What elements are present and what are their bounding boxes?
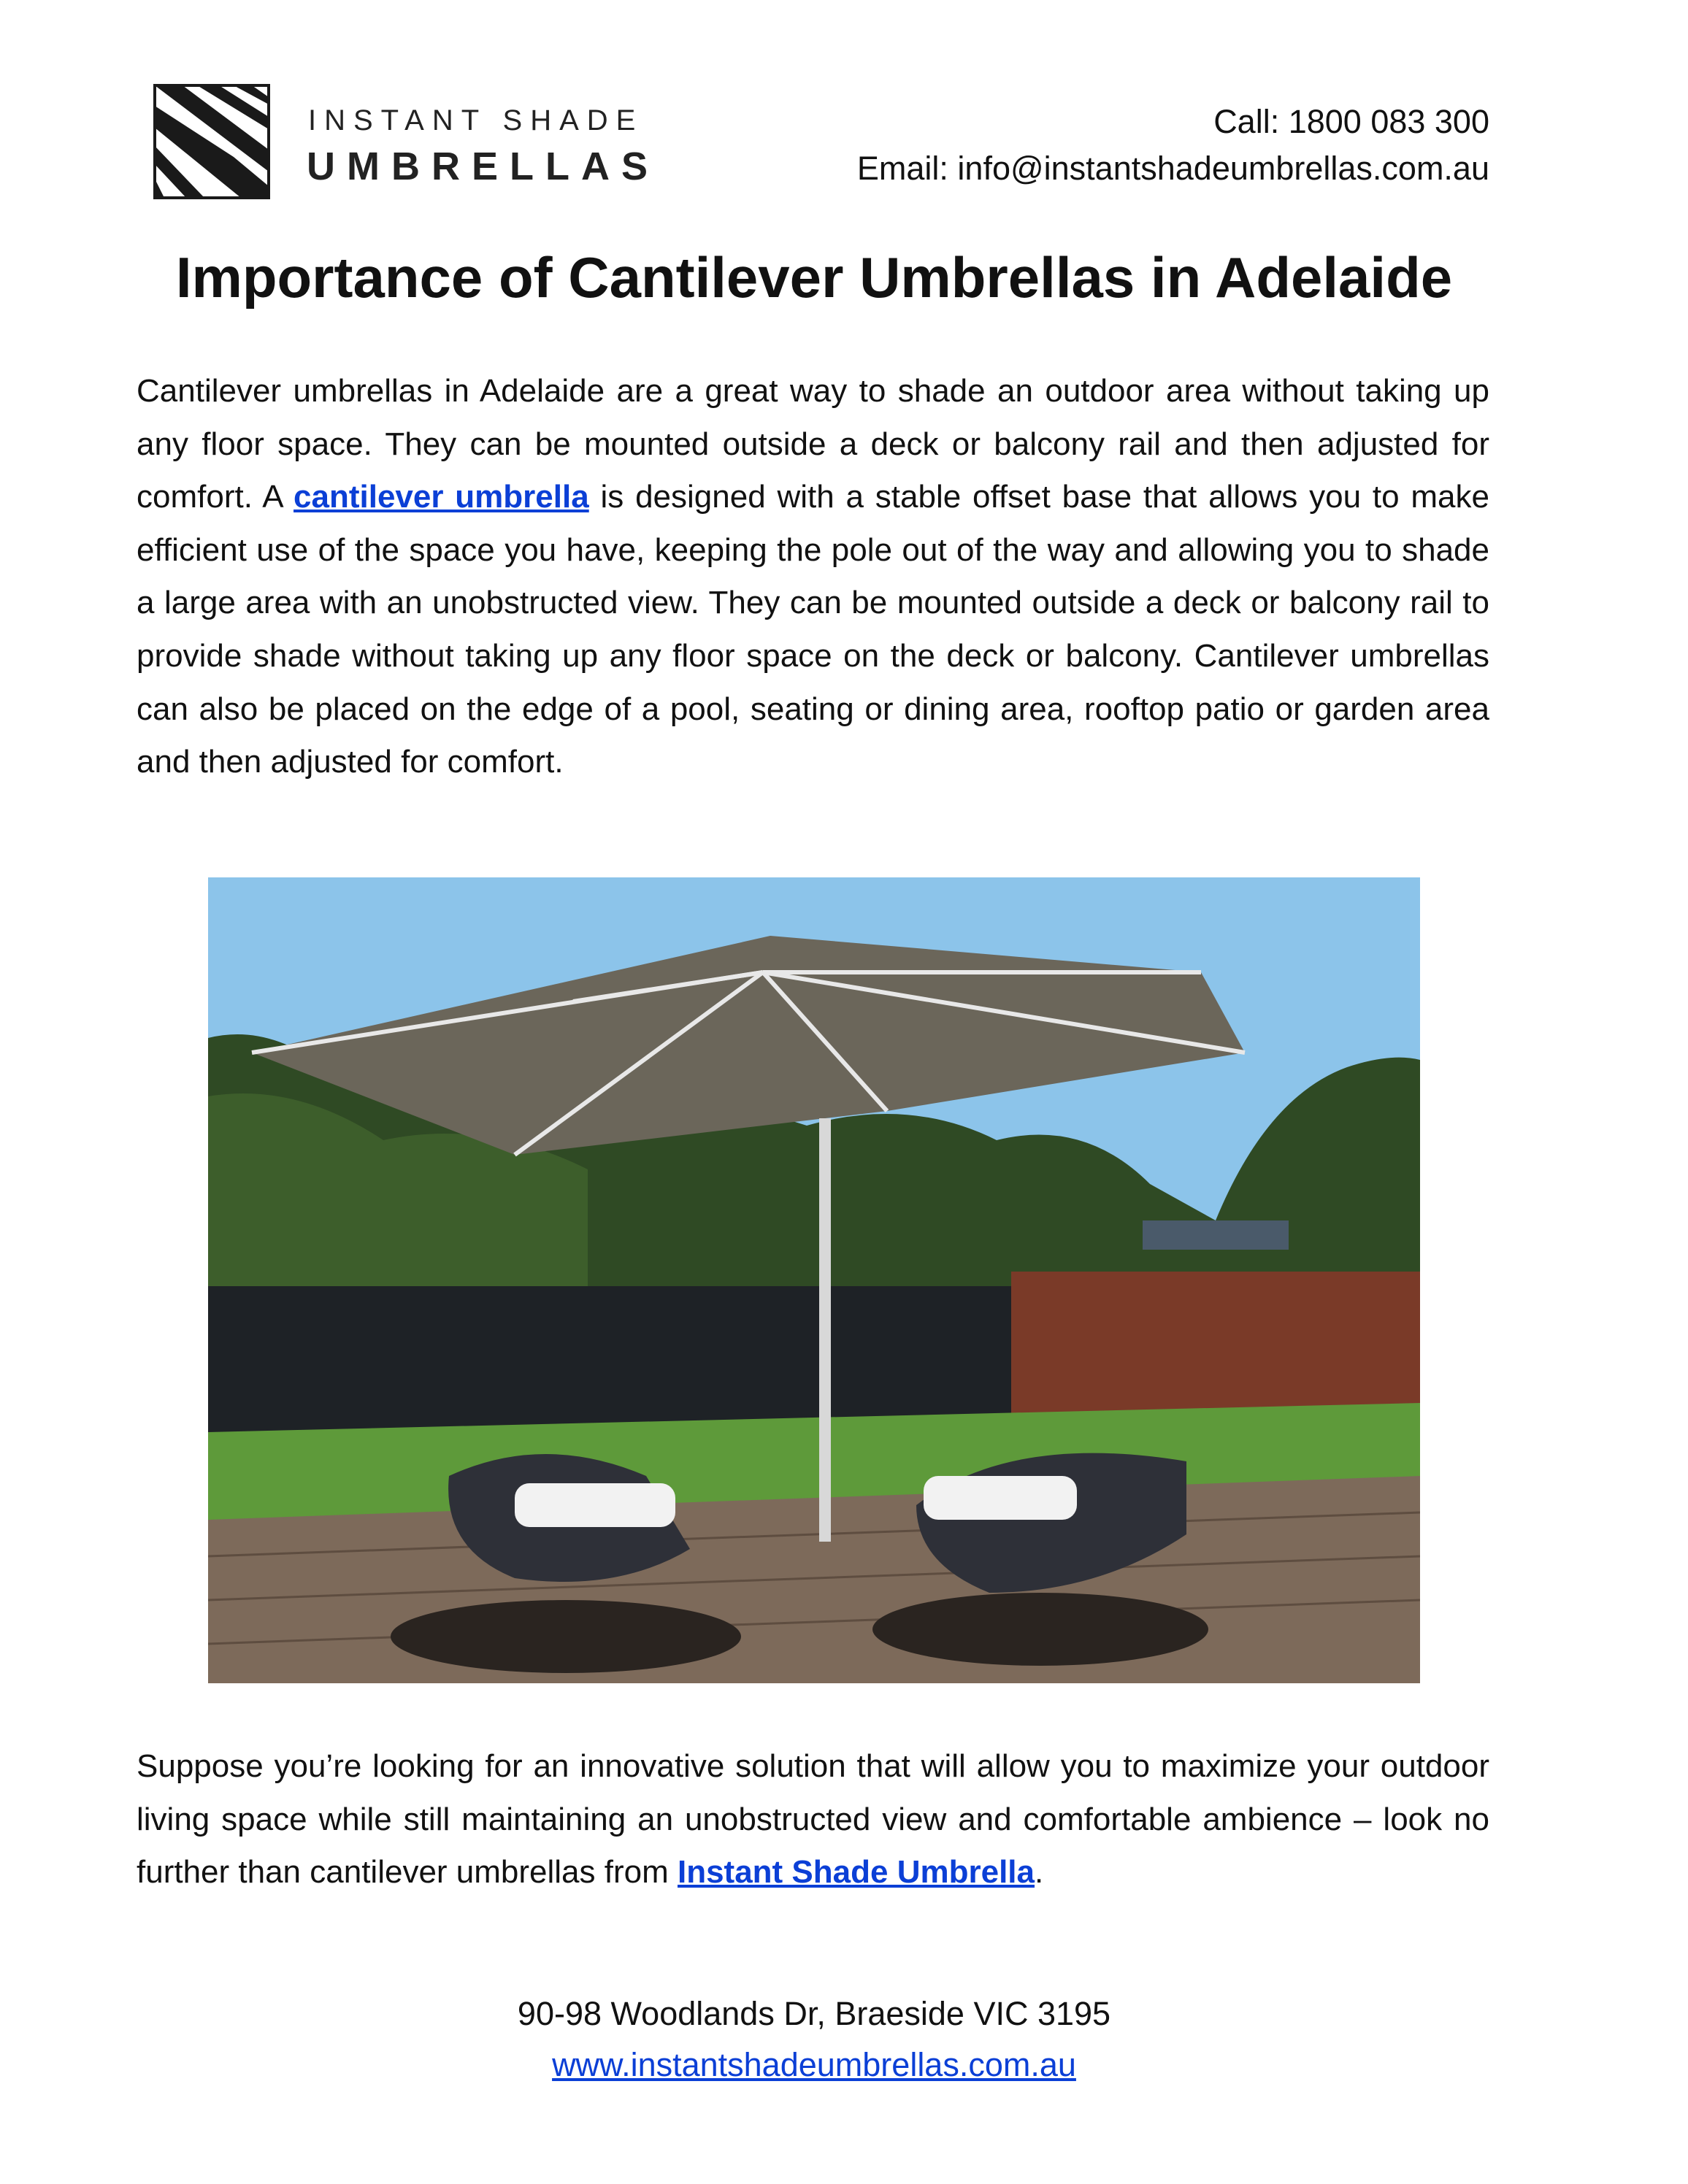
company-logo	[153, 84, 664, 201]
intro-paragraph	[137, 365, 1489, 789]
footer-address: 90-98 Woodlands Dr, Braeside VIC 3195	[517, 1995, 1111, 2032]
paragraph-text: is designed with a stable offset base that allows you to make efficient use of the space you have, keeping the pole out of the way and allowing you to shade a large area with an unobstructed view. They can be mounted outside a deck or balcony rail to provide shade without taking up any floor space on the deck or balcony. Cantilever umbrellas can also be placed on the edge of a pool, seating or dining area, rooftop patio or garden area and then adjusted for comfort.	[137, 479, 1489, 780]
paragraph-text: Cantilever umbrellas in Adelaide are a great way to shade an outdoor area without taking up any floor space. They can be mounted outside a deck or balcony rail and then adjusted for comfort. A	[137, 373, 1489, 515]
logo-rays-icon	[153, 84, 270, 199]
website-link[interactable]: www.instantshadeumbrellas.com.au	[552, 2046, 1076, 2083]
cantilever-umbrella-photo	[208, 877, 1420, 1683]
logo-text-line2: UMBRELLAS	[307, 145, 659, 188]
paragraph-text: .	[1035, 1854, 1044, 1891]
logo-text-line1: INSTANT SHADE	[308, 104, 644, 136]
contact-info	[857, 99, 1489, 192]
cantilever-umbrella-link[interactable]: cantilever umbrella	[294, 479, 589, 515]
email-address: Email: info@instantshadeumbrellas.com.au	[856, 150, 1489, 187]
closing-paragraph	[137, 1740, 1489, 1899]
footer	[0, 1988, 1628, 2091]
phone-number: Call: 1800 083 300	[1213, 103, 1489, 140]
paragraph-text: Suppose you’re looking for an innovative solution that will allow you to maximize your outdoor living space while still maintaining an unobstructed view and comfortable ambience – look no further than cantilever umbrellas from	[137, 1748, 1489, 1891]
instant-shade-umbrella-link[interactable]: Instant Shade Umbrella	[677, 1854, 1035, 1891]
page-title: Importance of Cantilever Umbrellas in Adelaide	[175, 245, 1453, 309]
